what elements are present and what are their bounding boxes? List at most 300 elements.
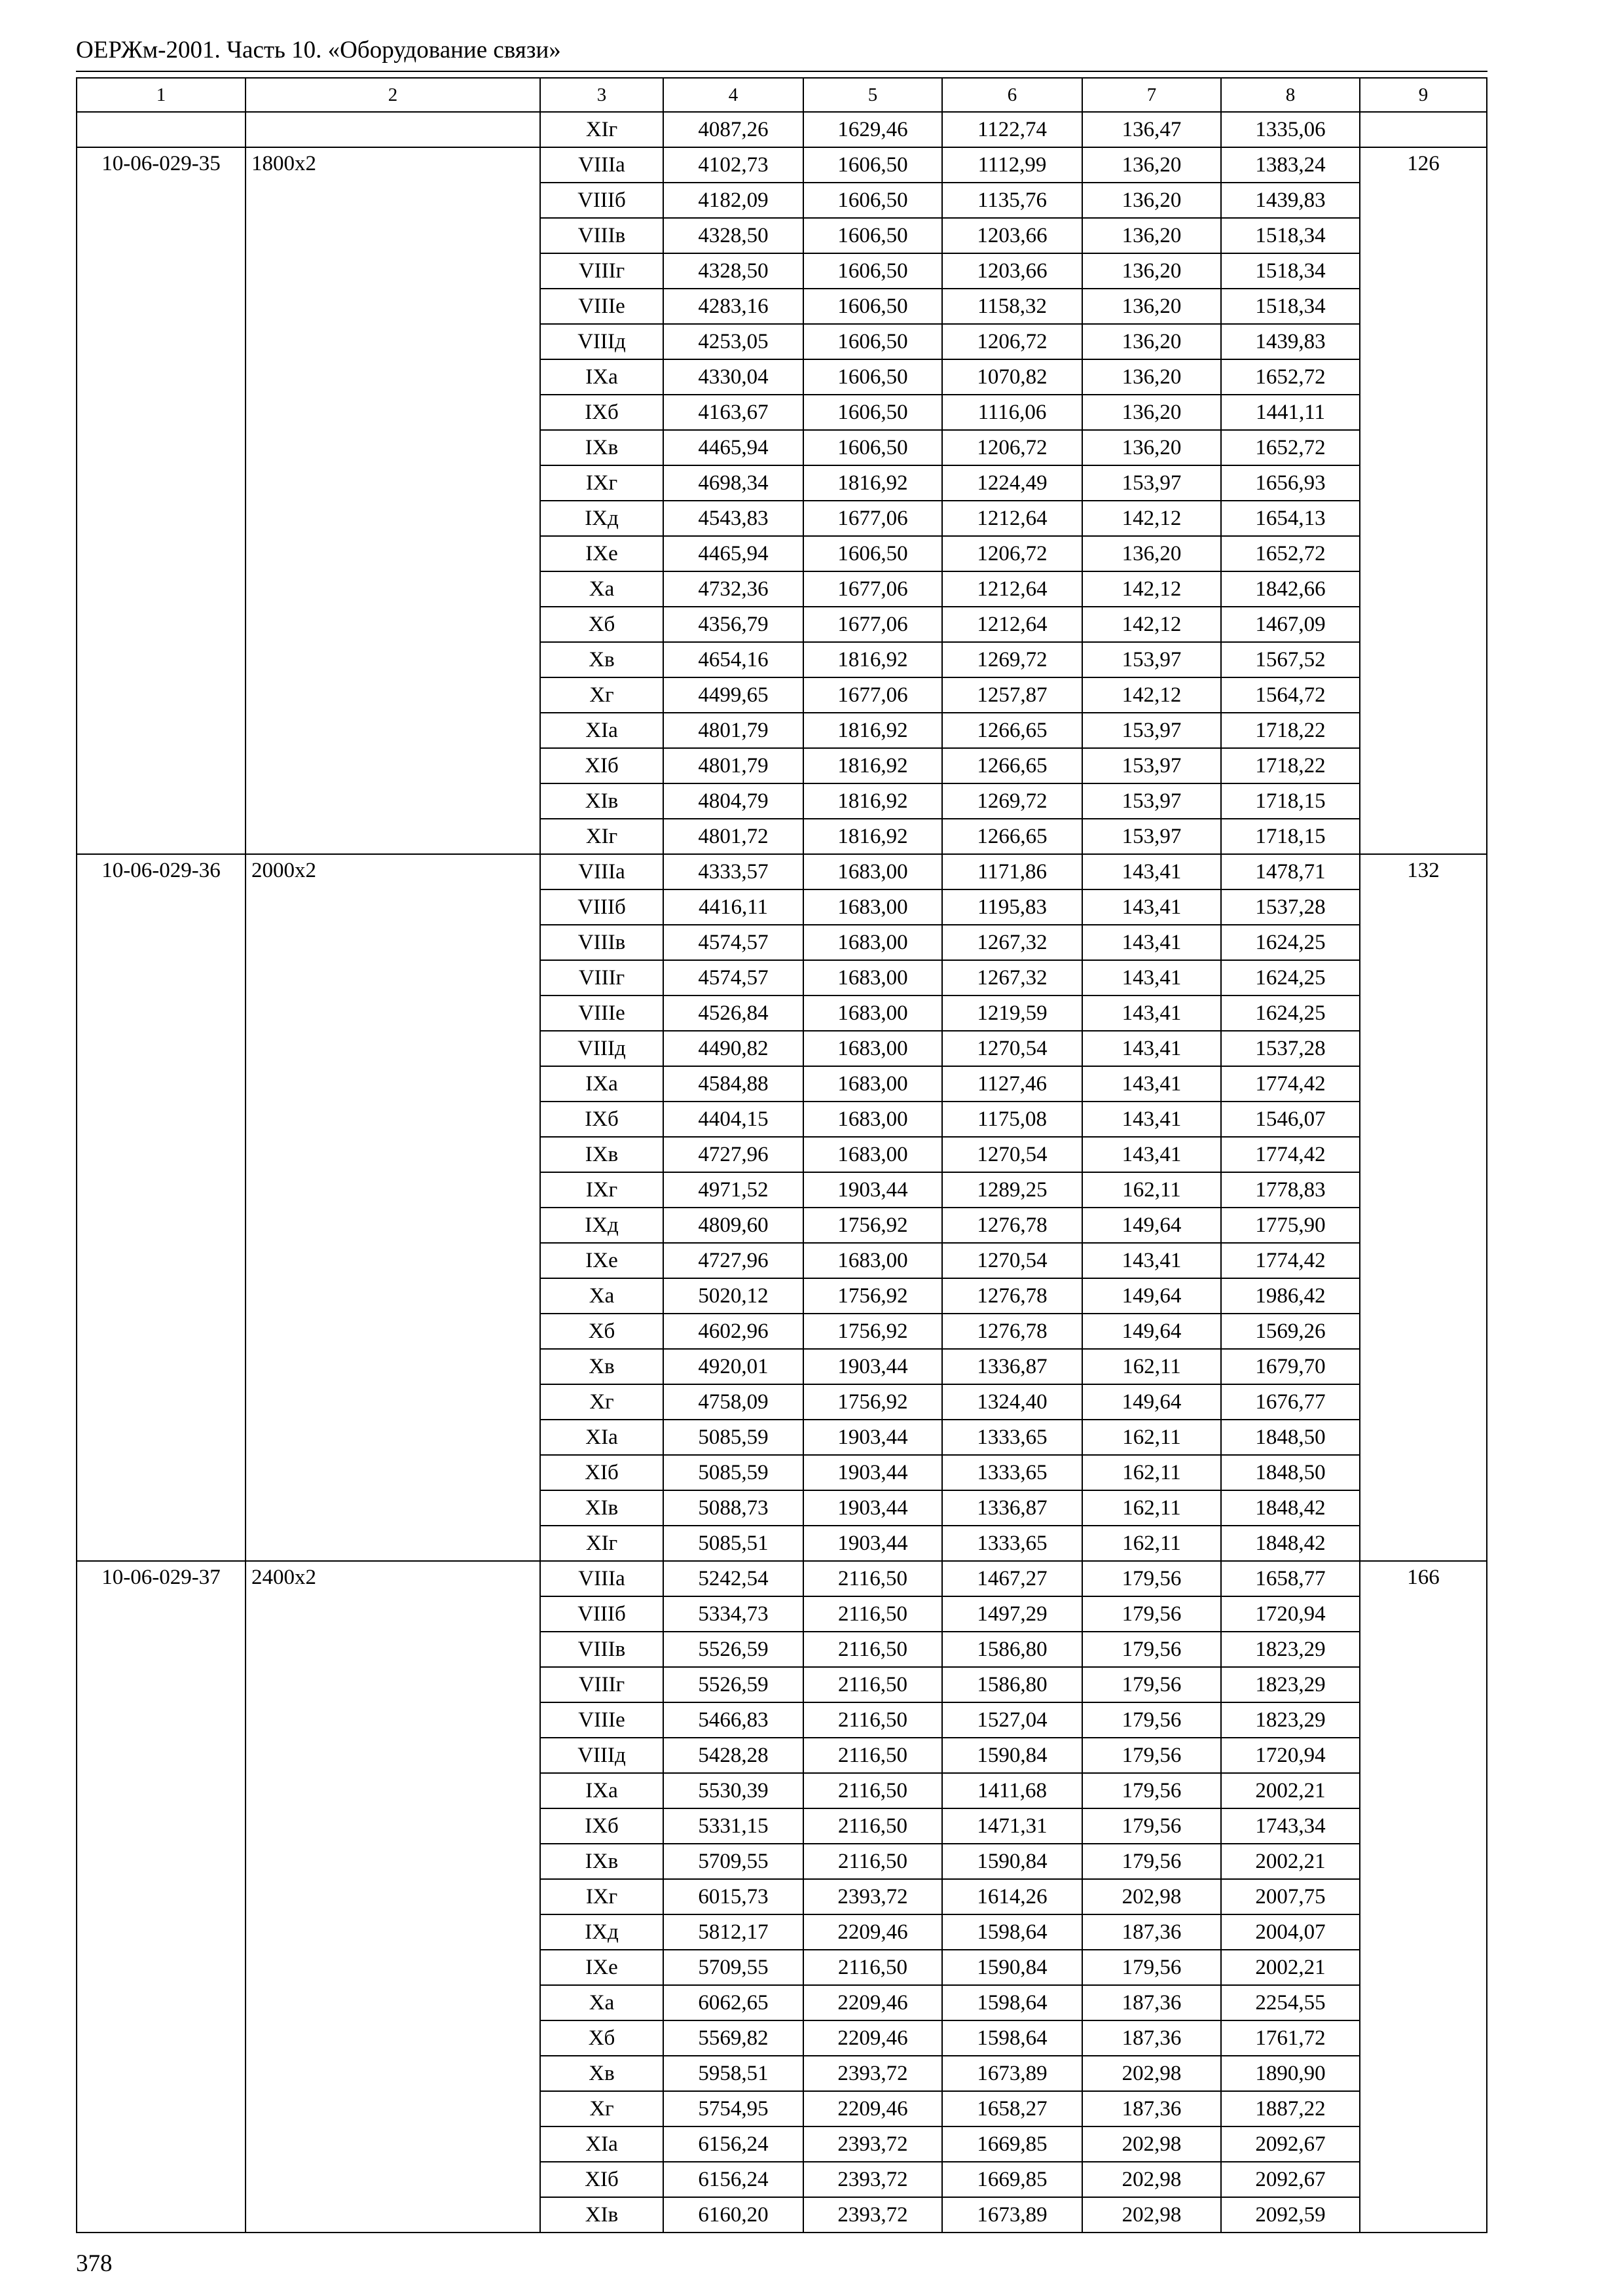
value-cell: 1677,06 (803, 571, 942, 607)
value-cell: 1683,00 (803, 925, 942, 960)
value-cell: 4330,04 (663, 359, 803, 395)
value-cell: 1683,00 (803, 854, 942, 889)
value-cell: 1669,85 (942, 2126, 1082, 2162)
value-cell: 179,56 (1082, 1596, 1221, 1632)
value-cell: 1903,44 (803, 1526, 942, 1561)
variant-cell: VIIIд (540, 1031, 663, 1066)
value-cell: 1219,59 (942, 996, 1082, 1031)
variant-cell: VIIIв (540, 218, 663, 253)
column-number: 2 (246, 78, 540, 112)
value-cell: 1652,72 (1221, 536, 1360, 571)
variant-cell: IXа (540, 1066, 663, 1102)
value-cell: 6015,73 (663, 1879, 803, 1914)
value-cell: 5812,17 (663, 1914, 803, 1950)
value-cell: 1537,28 (1221, 889, 1360, 925)
value-cell: 143,41 (1082, 1031, 1221, 1066)
value-cell: 202,98 (1082, 2056, 1221, 2091)
variant-cell: VIIIг (540, 960, 663, 996)
value-cell: 2116,50 (803, 1596, 942, 1632)
value-cell: 2209,46 (803, 2020, 942, 2056)
value-cell: 1270,54 (942, 1031, 1082, 1066)
value-cell: 1624,25 (1221, 960, 1360, 996)
column-number: 1 (77, 78, 246, 112)
value-cell: 4283,16 (663, 289, 803, 324)
value-cell: 1683,00 (803, 1102, 942, 1137)
variant-cell: IXд (540, 1208, 663, 1243)
value-cell: 136,20 (1082, 183, 1221, 218)
value-cell: 6160,20 (663, 2197, 803, 2233)
value-cell: 136,20 (1082, 218, 1221, 253)
value-cell: 1135,76 (942, 183, 1082, 218)
value-cell: 1269,72 (942, 783, 1082, 819)
variant-cell: IXб (540, 1808, 663, 1844)
size-cell (246, 112, 540, 147)
value-cell: 1842,66 (1221, 571, 1360, 607)
value-cell: 1070,82 (942, 359, 1082, 395)
variant-cell: IXг (540, 1879, 663, 1914)
value-cell: 1266,65 (942, 819, 1082, 854)
value-cell: 5958,51 (663, 2056, 803, 2091)
value-cell: 149,64 (1082, 1314, 1221, 1349)
value-cell: 1683,00 (803, 960, 942, 996)
value-cell: 1624,25 (1221, 925, 1360, 960)
value-cell: 5331,15 (663, 1808, 803, 1844)
value-cell: 1816,92 (803, 819, 942, 854)
value-cell: 153,97 (1082, 642, 1221, 677)
value-cell: 1122,74 (942, 112, 1082, 147)
value-cell: 4328,50 (663, 253, 803, 289)
variant-cell: VIIIе (540, 1702, 663, 1738)
value-cell: 1289,25 (942, 1172, 1082, 1208)
variant-cell: IXв (540, 1844, 663, 1879)
value-cell: 1175,08 (942, 1102, 1082, 1137)
value-cell: 1683,00 (803, 1066, 942, 1102)
variant-cell: VIIIе (540, 289, 663, 324)
value-cell: 1673,89 (942, 2056, 1082, 2091)
value-cell: 4801,79 (663, 748, 803, 783)
value-cell: 142,12 (1082, 607, 1221, 642)
value-cell: 136,20 (1082, 536, 1221, 571)
value-cell: 1823,29 (1221, 1632, 1360, 1667)
value-cell: 1658,27 (942, 2091, 1082, 2126)
variant-cell: Xг (540, 2091, 663, 2126)
value-cell: 1816,92 (803, 642, 942, 677)
col9-cell (1360, 112, 1487, 147)
rates-table-container (76, 77, 1487, 2233)
value-cell: 4526,84 (663, 996, 803, 1031)
variant-cell: IXб (540, 395, 663, 430)
column-number: 7 (1082, 78, 1221, 112)
variant-cell: VIIIг (540, 1667, 663, 1702)
value-cell: 4698,34 (663, 465, 803, 501)
value-cell: 4574,57 (663, 960, 803, 996)
value-cell: 1606,50 (803, 253, 942, 289)
value-cell: 162,11 (1082, 1490, 1221, 1526)
value-cell: 136,20 (1082, 324, 1221, 359)
value-cell: 153,97 (1082, 783, 1221, 819)
value-cell: 1564,72 (1221, 677, 1360, 713)
variant-cell: Xв (540, 2056, 663, 2091)
value-cell: 1677,06 (803, 677, 942, 713)
value-cell: 2092,59 (1221, 2197, 1360, 2233)
variant-cell: IXа (540, 359, 663, 395)
value-cell: 1212,64 (942, 501, 1082, 536)
value-cell: 136,20 (1082, 430, 1221, 465)
value-cell: 1683,00 (803, 1137, 942, 1172)
value-cell: 2116,50 (803, 1773, 942, 1808)
value-cell: 4543,83 (663, 501, 803, 536)
variant-cell: Xб (540, 607, 663, 642)
variant-cell: VIIIб (540, 183, 663, 218)
value-cell: 1823,29 (1221, 1702, 1360, 1738)
variant-cell: XIг (540, 819, 663, 854)
value-cell: 149,64 (1082, 1278, 1221, 1314)
value-cell: 187,36 (1082, 1914, 1221, 1950)
value-cell: 5428,28 (663, 1738, 803, 1773)
value-cell: 2393,72 (803, 2126, 942, 2162)
value-cell: 1718,22 (1221, 748, 1360, 783)
value-cell: 1683,00 (803, 889, 942, 925)
value-cell: 2004,07 (1221, 1914, 1360, 1950)
value-cell: 1683,00 (803, 1243, 942, 1278)
value-cell: 1276,78 (942, 1278, 1082, 1314)
value-cell: 1823,29 (1221, 1667, 1360, 1702)
value-cell: 4102,73 (663, 147, 803, 183)
variant-cell: VIIIа (540, 854, 663, 889)
value-cell: 4654,16 (663, 642, 803, 677)
value-cell: 4801,79 (663, 713, 803, 748)
variant-cell: VIIIв (540, 925, 663, 960)
value-cell: 1333,65 (942, 1420, 1082, 1455)
value-cell: 1569,26 (1221, 1314, 1360, 1349)
value-cell: 179,56 (1082, 1738, 1221, 1773)
value-cell: 1411,68 (942, 1773, 1082, 1808)
value-cell: 1206,72 (942, 430, 1082, 465)
value-cell: 153,97 (1082, 465, 1221, 501)
table-row (77, 112, 1487, 147)
value-cell: 4328,50 (663, 218, 803, 253)
value-cell: 162,11 (1082, 1526, 1221, 1561)
value-cell: 2209,46 (803, 1914, 942, 1950)
value-cell: 1986,42 (1221, 1278, 1360, 1314)
value-cell: 1586,80 (942, 1632, 1082, 1667)
value-cell: 1518,34 (1221, 289, 1360, 324)
value-cell: 4758,09 (663, 1384, 803, 1420)
column-number: 4 (663, 78, 803, 112)
col9-value: 166 (1360, 1561, 1487, 2233)
value-cell: 1848,42 (1221, 1490, 1360, 1526)
variant-cell: XIа (540, 1420, 663, 1455)
value-cell: 1203,66 (942, 253, 1082, 289)
table-row (77, 147, 1487, 183)
value-cell: 1629,46 (803, 112, 942, 147)
value-cell: 2116,50 (803, 1808, 942, 1844)
equipment-size: 1800х2 (246, 147, 540, 854)
value-cell: 1598,64 (942, 1914, 1082, 1950)
table-row (77, 854, 1487, 889)
variant-cell: XIб (540, 1455, 663, 1490)
value-cell: 1614,26 (942, 1879, 1082, 1914)
value-cell: 1761,72 (1221, 2020, 1360, 2056)
value-cell: 153,97 (1082, 713, 1221, 748)
value-cell: 149,64 (1082, 1384, 1221, 1420)
value-cell: 1720,94 (1221, 1596, 1360, 1632)
value-cell: 1774,42 (1221, 1243, 1360, 1278)
value-cell: 1537,28 (1221, 1031, 1360, 1066)
value-cell: 5020,12 (663, 1278, 803, 1314)
variant-cell: XIб (540, 748, 663, 783)
value-cell: 1206,72 (942, 536, 1082, 571)
variant-cell: Xв (540, 1349, 663, 1384)
variant-cell: XIа (540, 2126, 663, 2162)
variant-cell: IXг (540, 1172, 663, 1208)
value-cell: 1546,07 (1221, 1102, 1360, 1137)
variant-cell: IXв (540, 1137, 663, 1172)
value-cell: 142,12 (1082, 677, 1221, 713)
value-cell: 1743,34 (1221, 1808, 1360, 1844)
value-cell: 1606,50 (803, 536, 942, 571)
value-cell: 1336,87 (942, 1349, 1082, 1384)
value-cell: 1439,83 (1221, 324, 1360, 359)
value-cell: 162,11 (1082, 1420, 1221, 1455)
value-cell: 136,20 (1082, 253, 1221, 289)
value-cell: 1203,66 (942, 218, 1082, 253)
value-cell: 1518,34 (1221, 253, 1360, 289)
value-cell: 1652,72 (1221, 359, 1360, 395)
rate-code: 10-06-029-36 (77, 854, 246, 1561)
value-cell: 1257,87 (942, 677, 1082, 713)
value-cell: 1677,06 (803, 501, 942, 536)
value-cell: 4732,36 (663, 571, 803, 607)
variant-cell: IXе (540, 1950, 663, 1985)
value-cell: 1718,15 (1221, 819, 1360, 854)
value-cell: 1467,27 (942, 1561, 1082, 1596)
value-cell: 179,56 (1082, 1808, 1221, 1844)
value-cell: 5526,59 (663, 1632, 803, 1667)
value-cell: 1598,64 (942, 2020, 1082, 2056)
value-cell: 1127,46 (942, 1066, 1082, 1102)
value-cell: 1276,78 (942, 1314, 1082, 1349)
value-cell: 1158,32 (942, 289, 1082, 324)
variant-cell: VIIIв (540, 1632, 663, 1667)
value-cell: 1467,09 (1221, 607, 1360, 642)
column-number: 3 (540, 78, 663, 112)
value-cell: 1606,50 (803, 430, 942, 465)
value-cell: 1266,65 (942, 748, 1082, 783)
value-cell: 4490,82 (663, 1031, 803, 1066)
value-cell: 5754,95 (663, 2091, 803, 2126)
value-cell: 179,56 (1082, 1773, 1221, 1808)
value-cell: 2116,50 (803, 1632, 942, 1667)
variant-cell: VIIIе (540, 996, 663, 1031)
value-cell: 1903,44 (803, 1455, 942, 1490)
value-cell: 1269,72 (942, 642, 1082, 677)
variant-cell: XIв (540, 783, 663, 819)
rates-table (76, 77, 1487, 2233)
variant-cell: Xб (540, 2020, 663, 2056)
value-cell: 5466,83 (663, 1702, 803, 1738)
value-cell: 2007,75 (1221, 1879, 1360, 1914)
value-cell: 2002,21 (1221, 1950, 1360, 1985)
value-cell: 1606,50 (803, 324, 942, 359)
value-cell: 143,41 (1082, 960, 1221, 996)
value-cell: 179,56 (1082, 1702, 1221, 1738)
value-cell: 4253,05 (663, 324, 803, 359)
equipment-size: 2000х2 (246, 854, 540, 1561)
value-cell: 4727,96 (663, 1243, 803, 1278)
variant-cell: XIб (540, 2162, 663, 2197)
variant-cell: Xг (540, 677, 663, 713)
value-cell: 1590,84 (942, 1738, 1082, 1773)
value-cell: 2116,50 (803, 1561, 942, 1596)
value-cell: 2116,50 (803, 1702, 942, 1738)
value-cell: 5334,73 (663, 1596, 803, 1632)
value-cell: 143,41 (1082, 1102, 1221, 1137)
value-cell: 143,41 (1082, 854, 1221, 889)
value-cell: 1903,44 (803, 1420, 942, 1455)
value-cell: 1816,92 (803, 748, 942, 783)
value-cell: 4465,94 (663, 536, 803, 571)
value-cell: 1112,99 (942, 147, 1082, 183)
value-cell: 2254,55 (1221, 1985, 1360, 2020)
equipment-size: 2400х2 (246, 1561, 540, 2233)
variant-cell: Xа (540, 1278, 663, 1314)
value-cell: 1212,64 (942, 607, 1082, 642)
value-cell: 179,56 (1082, 1561, 1221, 1596)
value-cell: 1774,42 (1221, 1137, 1360, 1172)
value-cell: 1195,83 (942, 889, 1082, 925)
value-cell: 2116,50 (803, 1950, 942, 1985)
value-cell: 1206,72 (942, 324, 1082, 359)
value-cell: 153,97 (1082, 748, 1221, 783)
variant-cell: VIIIд (540, 324, 663, 359)
value-cell: 5085,59 (663, 1420, 803, 1455)
value-cell: 179,56 (1082, 1667, 1221, 1702)
value-cell: 1624,25 (1221, 996, 1360, 1031)
value-cell: 1441,11 (1221, 395, 1360, 430)
value-cell: 1270,54 (942, 1137, 1082, 1172)
value-cell: 1683,00 (803, 1031, 942, 1066)
value-cell: 4182,09 (663, 183, 803, 218)
value-cell: 1606,50 (803, 395, 942, 430)
value-cell: 1816,92 (803, 465, 942, 501)
value-cell: 1439,83 (1221, 183, 1360, 218)
variant-cell: Xг (540, 1384, 663, 1420)
value-cell: 6062,65 (663, 1985, 803, 2020)
variant-cell: VIIIг (540, 253, 663, 289)
value-cell: 1890,90 (1221, 2056, 1360, 2091)
value-cell: 4804,79 (663, 783, 803, 819)
value-cell: 1778,83 (1221, 1172, 1360, 1208)
value-cell: 1333,65 (942, 1526, 1082, 1561)
value-cell: 1276,78 (942, 1208, 1082, 1243)
column-number: 6 (942, 78, 1082, 112)
value-cell: 2092,67 (1221, 2162, 1360, 2197)
value-cell: 5242,54 (663, 1561, 803, 1596)
value-cell: 162,11 (1082, 1172, 1221, 1208)
value-cell: 136,20 (1082, 395, 1221, 430)
value-cell: 1598,64 (942, 1985, 1082, 2020)
value-cell: 1606,50 (803, 289, 942, 324)
value-cell: 2393,72 (803, 2056, 942, 2091)
variant-cell: VIIIа (540, 147, 663, 183)
rate-code: 10-06-029-35 (77, 147, 246, 854)
variant-cell: IXв (540, 430, 663, 465)
value-cell: 2209,46 (803, 1985, 942, 2020)
value-cell: 1270,54 (942, 1243, 1082, 1278)
value-cell: 2116,50 (803, 1844, 942, 1879)
value-cell: 187,36 (1082, 2091, 1221, 2126)
value-cell: 1383,24 (1221, 147, 1360, 183)
column-number: 5 (803, 78, 942, 112)
value-cell: 162,11 (1082, 1455, 1221, 1490)
value-cell: 2116,50 (803, 1738, 942, 1773)
value-cell: 2209,46 (803, 2091, 942, 2126)
value-cell: 4465,94 (663, 430, 803, 465)
value-cell: 1679,70 (1221, 1349, 1360, 1384)
value-cell: 2092,67 (1221, 2126, 1360, 2162)
value-cell: 1116,06 (942, 395, 1082, 430)
value-cell: 2002,21 (1221, 1844, 1360, 1879)
value-cell: 143,41 (1082, 925, 1221, 960)
value-cell: 1224,49 (942, 465, 1082, 501)
variant-cell: IXг (540, 465, 663, 501)
value-cell: 5088,73 (663, 1490, 803, 1526)
value-cell: 6156,24 (663, 2162, 803, 2197)
value-cell: 143,41 (1082, 889, 1221, 925)
value-cell: 1848,50 (1221, 1420, 1360, 1455)
value-cell: 4416,11 (663, 889, 803, 925)
value-cell: 4602,96 (663, 1314, 803, 1349)
value-cell: 202,98 (1082, 2126, 1221, 2162)
value-cell: 4404,15 (663, 1102, 803, 1137)
value-cell: 5085,59 (663, 1455, 803, 1490)
value-cell: 1324,40 (942, 1384, 1082, 1420)
value-cell: 142,12 (1082, 501, 1221, 536)
value-cell: 1606,50 (803, 359, 942, 395)
page-number: 378 (76, 2250, 113, 2277)
value-cell: 1683,00 (803, 996, 942, 1031)
value-cell: 5530,39 (663, 1773, 803, 1808)
value-cell: 1673,89 (942, 2197, 1082, 2233)
value-cell: 1590,84 (942, 1844, 1082, 1879)
variant-cell: Xв (540, 642, 663, 677)
value-cell: 1816,92 (803, 783, 942, 819)
variant-cell: IXа (540, 1773, 663, 1808)
value-cell: 2002,21 (1221, 1773, 1360, 1808)
value-cell: 1336,87 (942, 1490, 1082, 1526)
value-cell: 4809,60 (663, 1208, 803, 1243)
value-cell: 5085,51 (663, 1526, 803, 1561)
variant-cell: XIг (540, 1526, 663, 1561)
value-cell: 1720,94 (1221, 1738, 1360, 1773)
code-cell (77, 112, 246, 147)
variant-cell: XIв (540, 1490, 663, 1526)
value-cell: 1586,80 (942, 1667, 1082, 1702)
value-cell: 1335,06 (1221, 112, 1360, 147)
page-header: ОЕРЖм-2001. Часть 10. «Оборудование связи» (76, 37, 561, 63)
value-cell: 202,98 (1082, 1879, 1221, 1914)
value-cell: 136,20 (1082, 147, 1221, 183)
value-cell: 1656,93 (1221, 465, 1360, 501)
value-cell: 1903,44 (803, 1172, 942, 1208)
table-row (77, 1561, 1487, 1596)
value-cell: 4087,26 (663, 112, 803, 147)
value-cell: 136,20 (1082, 359, 1221, 395)
variant-cell: IXе (540, 1243, 663, 1278)
value-cell: 1718,15 (1221, 783, 1360, 819)
variant-cell: VIIIб (540, 889, 663, 925)
